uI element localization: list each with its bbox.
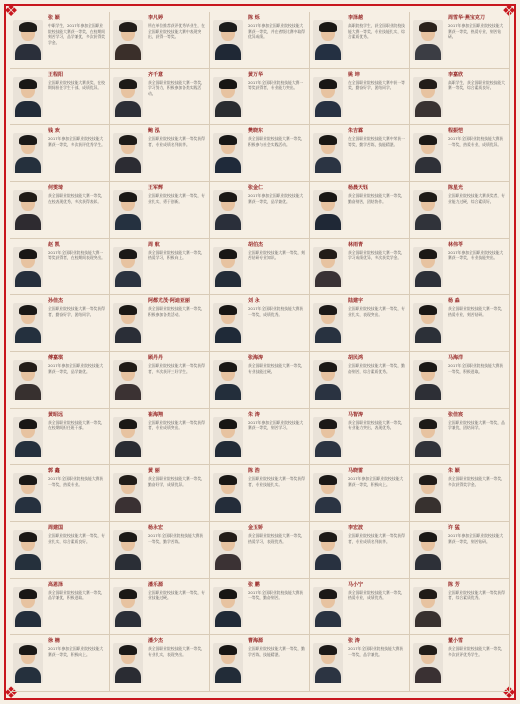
student-bio: 全国职业院校技能大赛一等奖获得者，多次获评三好学生。 bbox=[148, 362, 205, 374]
student-name: 顾丹丹 bbox=[148, 354, 164, 361]
student-bio: 全国职业院校技能大赛一等奖，勤奋刻苦，综合素质优秀。 bbox=[348, 362, 405, 374]
student-bio: 获全国职业院校技能大赛一等奖，在校期间担任班干部。 bbox=[48, 419, 105, 431]
student-bio: 2017年参加全国职业院校技能大赛获一等奖，积极向上。 bbox=[348, 476, 404, 487]
corner-ornament-icon: ❖ bbox=[3, 683, 19, 702]
student-portrait-icon bbox=[13, 587, 43, 627]
student-portrait-icon bbox=[313, 360, 343, 400]
student-bio: 获全国职业院校技能大赛一等奖，学习成绩优异，多次获奖学金。 bbox=[348, 249, 405, 261]
student-card bbox=[310, 635, 410, 692]
student-bio: 2017年参加全国职业院校技能大赛获一等奖，专业技能突出。 bbox=[448, 249, 504, 261]
student-bio: 在全国职业院校技能大赛中荣获一等奖，勤学苦练，技能精湛。 bbox=[348, 136, 405, 147]
student-card bbox=[410, 12, 510, 69]
student-card bbox=[310, 182, 410, 239]
student-portrait-icon bbox=[313, 587, 343, 627]
student-portrait-icon bbox=[313, 303, 343, 343]
student-name: 马智涛 bbox=[348, 411, 364, 418]
student-name: 崔海翔 bbox=[148, 411, 164, 418]
student-name: 周雪华·燕宝克刀 bbox=[448, 15, 485, 21]
student-card bbox=[10, 295, 110, 352]
student-card bbox=[210, 409, 310, 466]
student-name: 樊晓东 bbox=[248, 128, 264, 135]
student-grid bbox=[10, 12, 510, 692]
student-bio: 获全国职业院校技能大赛一等奖，专业技能过硬。 bbox=[248, 362, 305, 374]
student-name: 胡民鸿 bbox=[348, 354, 364, 361]
student-name: 孙佳杰 bbox=[48, 298, 64, 305]
student-bio: 获全国职业院校技能大赛一等奖，勤奋刻苦，团结协作。 bbox=[348, 192, 405, 204]
student-bio: 2017年全国职业院校技能大赛获一等奖，勤学苦练。 bbox=[148, 532, 204, 544]
student-bio: 2017年全国职业院校技能大赛一等奖获得者，在校期间表现突出。 bbox=[48, 249, 105, 261]
student-card bbox=[10, 579, 110, 636]
student-bio: 获全国职业院校技能大赛一等奖，积极参加各类活动。 bbox=[148, 306, 205, 317]
student-card bbox=[210, 125, 310, 182]
student-card bbox=[10, 635, 110, 692]
student-bio: 获全国职业院校技能大赛一等奖，积极参与社会实践活动。 bbox=[248, 136, 305, 147]
student-portrait-icon bbox=[213, 417, 243, 457]
student-card bbox=[410, 352, 510, 409]
student-bio: 获全国职业院校技能大赛一等奖，勤奋好学，成绩优异。 bbox=[148, 476, 205, 487]
student-bio: 全国职业院校技能大赛一等奖，品学兼优，团结同学。 bbox=[448, 419, 505, 431]
student-portrait-icon bbox=[213, 303, 243, 343]
student-bio: 2017年参加全国职业院校技能大赛获一等奖，并在省级比赛中取得优异成绩。 bbox=[248, 23, 305, 40]
student-portrait-icon bbox=[213, 587, 243, 627]
student-card bbox=[410, 239, 510, 296]
student-bio: 2017年全国职业院校技能大赛获一等奖，热爱专业，成绩优异。 bbox=[448, 136, 504, 147]
student-portrait-icon bbox=[13, 190, 43, 230]
student-portrait-icon bbox=[313, 417, 343, 457]
student-portrait-icon bbox=[13, 417, 43, 457]
corner-ornament-icon: ❖ bbox=[501, 683, 517, 702]
student-bio: 全国职业院校技能大赛一等奖获得者，勤奋好学，团结同学。 bbox=[48, 306, 105, 317]
student-portrait-icon bbox=[113, 643, 143, 683]
student-name: 李宏波 bbox=[348, 524, 364, 531]
student-portrait-icon bbox=[113, 587, 143, 627]
student-name: 林伟苓 bbox=[448, 241, 464, 248]
student-bio: 全国职业院校技能大赛一等奖，专业扎实，勇于创新。 bbox=[148, 192, 205, 204]
student-bio: 2017年全国职业院校技能大赛获一等奖，勤奋刻苦。 bbox=[248, 589, 304, 601]
student-card bbox=[10, 12, 110, 69]
student-card bbox=[310, 522, 410, 579]
student-card bbox=[210, 295, 310, 352]
student-bio: 全国职业院校技能大赛一等奖获得者，专业成绩名列前茅。 bbox=[148, 136, 205, 147]
student-bio: 全国职业院校技能大赛一等奖，专业技能过硬。 bbox=[148, 589, 205, 601]
student-name: 朱 颖 bbox=[448, 468, 460, 475]
student-card bbox=[410, 69, 510, 126]
student-portrait-icon bbox=[213, 247, 243, 287]
student-bio: 全国职业院校技能大赛一等奖获得者，专业成绩名列前茅。 bbox=[348, 532, 405, 544]
student-name: 张金仁 bbox=[248, 184, 264, 191]
student-card bbox=[310, 69, 410, 126]
student-name: 董小雪 bbox=[448, 638, 464, 645]
student-bio: 2017年参加全国职业院校技能大赛获一等奖，刻苦钻研。 bbox=[448, 532, 504, 544]
student-name: 周 航 bbox=[148, 241, 160, 248]
student-name: 潘少杰 bbox=[148, 638, 164, 645]
student-portrait-icon bbox=[13, 473, 43, 513]
student-bio: 2017年参加全国职业院校技能大赛获一等奖，品学兼优。 bbox=[248, 192, 304, 204]
student-portrait-icon bbox=[13, 20, 43, 60]
student-portrait-icon bbox=[13, 530, 43, 570]
student-bio: 全国职业院校技能大赛一等奖，刻苦钻研专业知识。 bbox=[248, 249, 305, 261]
student-name: 胡伯杰 bbox=[248, 241, 264, 248]
student-bio: 获全国职业院校技能大赛一等奖，专业扎实，表现突出。 bbox=[148, 646, 205, 657]
student-bio: 获全国职业院校技能大赛一等奖，品学兼优，积极进取。 bbox=[48, 589, 105, 601]
student-name: 赵 凯 bbox=[48, 241, 60, 248]
student-card bbox=[410, 182, 510, 239]
student-portrait-icon bbox=[213, 190, 243, 230]
student-card bbox=[410, 409, 510, 466]
student-card bbox=[310, 409, 410, 466]
student-portrait-icon bbox=[413, 417, 443, 457]
student-name: 李泽越 bbox=[348, 15, 364, 21]
student-card bbox=[210, 465, 310, 522]
student-name: 杨晨天钰 bbox=[348, 184, 369, 191]
student-bio: 2017年参加全国职业院校技能大赛获一等奖，品学兼优。 bbox=[48, 362, 104, 374]
student-card bbox=[110, 182, 210, 239]
student-card bbox=[110, 635, 210, 692]
student-card bbox=[310, 295, 410, 352]
student-bio: 2017年全国职业院校技能大赛获一等奖，品学兼优。 bbox=[348, 646, 404, 657]
student-name: 张 鹏 bbox=[248, 581, 260, 588]
student-card bbox=[10, 69, 110, 126]
student-name: 何雯琦 bbox=[48, 184, 64, 191]
student-bio: 获全国职业院校技能大赛一等奖，学习努力，积极参加各类实践活动。 bbox=[148, 79, 205, 96]
student-name: 潘乐源 bbox=[148, 581, 164, 588]
student-portrait-icon bbox=[413, 247, 443, 287]
student-card bbox=[110, 465, 210, 522]
student-name: 杨永宏 bbox=[148, 524, 164, 531]
student-card bbox=[10, 352, 110, 409]
student-portrait-icon bbox=[313, 247, 343, 287]
student-bio: 获全国职业院校技能大赛一等奖，在校表现优秀，多次获得表彰。 bbox=[48, 192, 105, 204]
student-card bbox=[110, 579, 210, 636]
student-card bbox=[210, 182, 310, 239]
student-bio: 中职学生，2017年参加全国职业院校技能大赛获一等奖，在校期间刻苦学习，品学兼优，多次获得奖学金。 bbox=[48, 23, 105, 45]
student-name: 张 颖 bbox=[48, 15, 60, 21]
student-name: 高恩泽 bbox=[48, 581, 64, 588]
student-bio: 高职院校学生，获全国职业院校技能大赛一等奖，专业技能扎实，综合素质优秀。 bbox=[348, 23, 405, 40]
student-portrait-icon bbox=[113, 473, 143, 513]
student-portrait-icon bbox=[113, 133, 143, 173]
student-card bbox=[210, 522, 310, 579]
student-portrait-icon bbox=[413, 473, 443, 513]
student-bio: 全国职业院校技能大赛获奖者，专业能力过硬，综合素质好。 bbox=[448, 192, 505, 204]
student-bio: 2017年全国职业院校技能大赛获一等奖，积极进取。 bbox=[448, 362, 504, 374]
student-portrait-icon bbox=[313, 20, 343, 60]
student-card bbox=[310, 12, 410, 69]
student-portrait-icon bbox=[113, 77, 143, 117]
student-portrait-icon bbox=[413, 20, 443, 60]
student-name: 姚 坤 bbox=[348, 71, 360, 78]
student-name: 金玉娇 bbox=[248, 524, 264, 531]
student-bio: 全国职业院校技能大赛获奖，在校期间担任学生干部，成绩优异。 bbox=[48, 79, 105, 91]
student-portrait-icon bbox=[313, 643, 343, 683]
student-portrait-icon bbox=[213, 360, 243, 400]
student-card bbox=[310, 352, 410, 409]
student-portrait-icon bbox=[13, 303, 43, 343]
student-name: 王军辉 bbox=[148, 184, 164, 191]
student-portrait-icon bbox=[113, 20, 143, 60]
student-name: 许 猛 bbox=[448, 524, 460, 531]
student-bio: 获全国职业院校技能大赛一等奖，热爱学习，积极向上。 bbox=[148, 249, 205, 261]
student-portrait-icon bbox=[413, 360, 443, 400]
student-bio: 获全国职业院校技能大赛一等奖，多次获评优秀学生。 bbox=[448, 646, 505, 657]
student-card bbox=[110, 125, 210, 182]
student-name: 郭 鑫 bbox=[48, 468, 60, 475]
student-portrait-icon bbox=[213, 77, 243, 117]
student-card bbox=[410, 522, 510, 579]
student-bio: 获全国职业院校技能大赛一等奖，热爱专业，刻苦钻研。 bbox=[448, 306, 505, 317]
student-name: 陈 烁 bbox=[248, 15, 260, 21]
student-card bbox=[110, 352, 210, 409]
student-name: 程振恺 bbox=[448, 128, 464, 135]
student-portrait-icon bbox=[413, 643, 443, 683]
student-portrait-icon bbox=[213, 643, 243, 683]
student-name: 马晓雷 bbox=[348, 468, 364, 475]
student-bio: 2017年参加全国职业院校技能大赛获一等奖，刻苦学习。 bbox=[248, 419, 304, 431]
student-portrait-icon bbox=[413, 190, 443, 230]
student-name: 张 涛 bbox=[348, 638, 360, 645]
student-portrait-icon bbox=[13, 360, 43, 400]
student-portrait-icon bbox=[113, 247, 143, 287]
student-name: 林雨青 bbox=[348, 241, 364, 248]
student-portrait-icon bbox=[13, 77, 43, 117]
student-name: 陆建宇 bbox=[348, 298, 364, 305]
corner-ornament-icon: ❖ bbox=[3, 1, 19, 20]
student-portrait-icon bbox=[113, 360, 143, 400]
student-bio: 全国职业院校技能大赛一等奖，专业扎实，表现突出。 bbox=[348, 306, 405, 317]
student-portrait-icon bbox=[313, 133, 343, 173]
student-name: 张佳宸 bbox=[448, 411, 464, 418]
student-name: 朱吉霖 bbox=[348, 128, 364, 135]
student-name: 李嘉欣 bbox=[448, 71, 464, 78]
student-name: 朱 涛 bbox=[248, 411, 260, 418]
student-bio: 获全国职业院校技能大赛一等奖，热爱专业，成绩优秀。 bbox=[348, 589, 405, 601]
student-card bbox=[210, 579, 310, 636]
student-card bbox=[410, 125, 510, 182]
student-bio: 全国职业院校技能大赛一等奖获得者，综合素质优秀。 bbox=[448, 589, 505, 601]
student-card bbox=[110, 522, 210, 579]
student-bio: 全国职业院校技能大赛一等奖获得者，专业技能扎实。 bbox=[248, 476, 305, 487]
student-portrait-icon bbox=[413, 77, 443, 117]
student-name: 徐 楠 bbox=[48, 638, 60, 645]
student-name: 陈星光 bbox=[448, 184, 464, 191]
student-portrait-icon bbox=[13, 133, 43, 173]
student-bio: 全国职业院校技能大赛一等奖获得者，专业成绩突出。 bbox=[148, 419, 205, 431]
student-portrait-icon bbox=[413, 303, 443, 343]
student-card bbox=[210, 352, 310, 409]
student-card bbox=[310, 465, 410, 522]
student-name: 傅嘉琪 bbox=[48, 354, 64, 361]
student-card bbox=[410, 579, 510, 636]
student-bio: 高职学生，获全国职业院校技能大赛一等奖，综合素质良好。 bbox=[448, 79, 505, 91]
student-portrait-icon bbox=[113, 417, 143, 457]
student-card bbox=[210, 69, 310, 126]
student-card bbox=[10, 409, 110, 466]
student-bio: 2017年全国职业院校技能大赛获一等奖，热爱专业。 bbox=[48, 476, 104, 487]
student-card bbox=[310, 579, 410, 636]
student-portrait-icon bbox=[113, 190, 143, 230]
student-portrait-icon bbox=[413, 133, 443, 173]
student-bio: 2017年参加全国职业院校技能大赛获一等奖，热爱专业，刻苦钻研。 bbox=[448, 23, 504, 40]
student-portrait-icon bbox=[213, 530, 243, 570]
student-portrait-icon bbox=[313, 530, 343, 570]
student-bio: 获全国职业院校技能大赛一等奖，多次获得奖学金。 bbox=[448, 476, 505, 487]
student-card bbox=[210, 12, 310, 69]
student-name: 鲍 泓 bbox=[148, 128, 160, 135]
student-name: 刘 永 bbox=[248, 298, 260, 305]
student-portrait-icon bbox=[213, 473, 243, 513]
student-card bbox=[410, 465, 510, 522]
student-name: 周建国 bbox=[48, 524, 64, 531]
student-card bbox=[110, 409, 210, 466]
student-name: 陈 浩 bbox=[248, 468, 260, 475]
student-portrait-icon bbox=[13, 247, 43, 287]
student-bio: 全国职业院校技能大赛一等奖，专业扎实，综合素质良好。 bbox=[48, 532, 105, 544]
student-portrait-icon bbox=[213, 20, 243, 60]
student-card bbox=[10, 465, 110, 522]
student-portrait-icon bbox=[113, 530, 143, 570]
corner-ornament-icon: ❖ bbox=[501, 1, 517, 20]
student-card bbox=[10, 239, 110, 296]
student-card bbox=[10, 182, 110, 239]
student-name: 王程阳 bbox=[48, 71, 64, 78]
student-card bbox=[310, 125, 410, 182]
student-name: 钱 欢 bbox=[48, 128, 60, 135]
student-bio: 2017年全国职业院校技能大赛获一等奖，成绩优秀。 bbox=[248, 306, 304, 317]
student-bio: 获全国职业院校技能大赛一等奖，热爱学习，表现优秀。 bbox=[248, 532, 305, 544]
student-portrait-icon bbox=[13, 643, 43, 683]
student-name: 黄万华 bbox=[248, 71, 264, 78]
student-name: 黄昭远 bbox=[48, 411, 64, 418]
student-name: 马小宁 bbox=[348, 581, 364, 588]
student-bio: 获全国职业院校技能大赛一等奖，专业能力突出，表现优秀。 bbox=[348, 419, 405, 431]
student-name: 黄 丽 bbox=[148, 468, 160, 475]
student-bio: 全国职业院校技能大赛一等奖，勤学苦练，技能精湛。 bbox=[248, 646, 305, 657]
student-portrait-icon bbox=[113, 303, 143, 343]
student-name: 张海涛 bbox=[248, 354, 264, 361]
student-card bbox=[310, 239, 410, 296]
student-name: 曹海源 bbox=[248, 638, 264, 645]
student-card bbox=[110, 69, 210, 126]
student-portrait-icon bbox=[313, 190, 343, 230]
student-card bbox=[410, 295, 510, 352]
student-portrait-icon bbox=[313, 77, 343, 117]
student-portrait-icon bbox=[313, 473, 343, 513]
student-bio: 2017年全国职业院校技能大赛一等奖获得者，专业能力突出。 bbox=[248, 79, 304, 91]
student-card bbox=[410, 635, 510, 692]
student-bio: 所在单位推荐获评优秀毕业生，在全国职业院校技能大赛中表现突出，获得一等奖。 bbox=[148, 23, 205, 40]
student-name: 陈 芳 bbox=[448, 581, 460, 588]
student-card bbox=[10, 522, 110, 579]
student-card bbox=[210, 635, 310, 692]
student-card bbox=[110, 12, 210, 69]
student-portrait-icon bbox=[413, 530, 443, 570]
student-name: 李凡婷 bbox=[148, 15, 164, 21]
student-card bbox=[110, 239, 210, 296]
student-name: 马海洋 bbox=[448, 354, 464, 361]
student-name: 杨 淼 bbox=[448, 298, 460, 305]
student-card bbox=[110, 295, 210, 352]
student-bio: 2017年参加全国职业院校技能大赛获一等奖，多次获评优秀学生。 bbox=[48, 136, 105, 147]
student-portrait-icon bbox=[213, 133, 243, 173]
student-name: 阿都尤茂·阿迪亚丽 bbox=[148, 298, 190, 305]
student-bio: 在全国职业院校技能大赛中获一等奖，勤奋好学，团结同学。 bbox=[348, 79, 405, 91]
student-bio: 2017年参加全国职业院校技能大赛获一等奖，积极向上。 bbox=[48, 646, 104, 657]
student-name: 齐千意 bbox=[148, 71, 164, 78]
student-portrait-icon bbox=[413, 587, 443, 627]
student-card bbox=[210, 239, 310, 296]
student-card bbox=[10, 125, 110, 182]
